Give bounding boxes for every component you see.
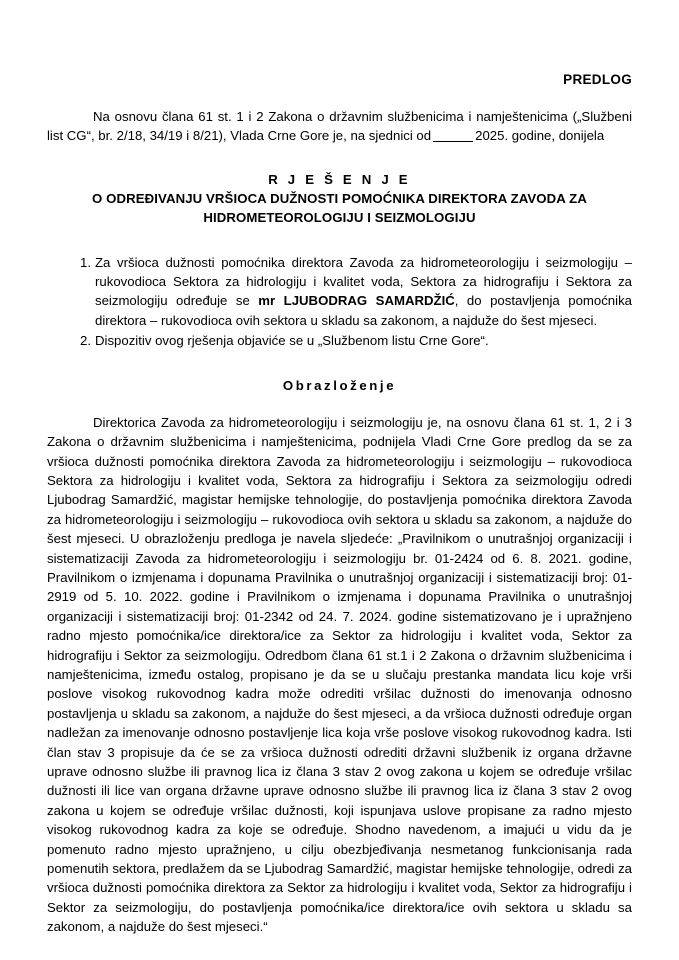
document-subtitle: O ODREĐIVANJU VRŠIOCA DUŽNOSTI POMOĆNIKA DIREKTORA ZAVODA ZA HIDROMETEOROLOGIJU I SEIZMOLOGIJU [92,190,587,225]
intro-text-part-2: 2025. godine, donijela [475,128,605,144]
list-item [47,253,632,331]
title-block [47,170,632,227]
item-text-tail: , do postavljenja pomoćnika direktora – rukovodioca ovih sektora u skladu sa zakonom, a najduže do šest mjeseci. [95,293,633,328]
explanation-heading: Obrazloženje [282,377,397,393]
intro-text-part-1: Na osnovu člana 61 st. 1 i 2 Zakona o državnim službenicima i namještenicima („Službeni list CG“, br. 2/18, 34/19 i 8/21), Vlada Crne Gore je, na sjednici od [47,108,632,144]
explanation-paragraph: Direktorica Zavoda za hidrometeorologiju i seizmologiju je, na osnovu člana 61 st. 1, 2 i 3 Zakona o državnim službenicima i namještenicima, podnijela Vladi Crne Gore predlog da se za vršioca dužnosti pomoćnika direktora Zavoda za hidrometeorologiju i seizmologiju – rukovodioca Sektora za hidrologiju i kvalitet voda, Sektora za hidrografiju i Sektora za seizmologiju odredi Ljubodrag Samardžić, magistar hemijske tehnologije, do postavljenja pomoćnika direktora Zavoda za hidrometeorologiju i seizmologiju – rukovodioca ovih sektora u skladu sa zakonom, a najduže do šest mjeseci. U obrazloženju predloga je navela sljedeće: „Pravilnikom o unutrašnjoj organizaciji i sistematizaciji Zavoda za hidrometeorologiju i seizmologiju br. 01-2424 od 6. 8. 2021. godine, Pravilnikom o izmjenama i dopunama Pravilnika o unutrašnjoj organizaciji i sistematizaciji broj: 01-2919 od 5. 10. 2022. godine i Pravilnikom o izmjenama i dopunama Pravilnika o unutrašnjoj organizaciji i sistematizaciji broj: 01-2342 od 24. 7. 2024. godine sistematizovano je i upražnjeno radno mjesto pomoćnika/ice direktora/ice za Sektor za hidrologiju i kvalitet voda, Sektor za hidrografiju i Sektor za seizmologiju. Odredbom člana 61 st.1 i 2 Zakona o državnim službenicima i namještenicima, između ostalog, propisano je da se u slučaju prestanka mandata licu koje vrši poslove visokog rukovodnog kadra može odrediti vršilac dužnosti do imenovanja odnosno postavljenja u skladu sa zakonom, a najduže do šest mjeseci, a da vršioca dužnosti određuje organ nadležan za imenovanje odnosno postavljenje lica koja vrše poslove visokog rukovodnog kadra. Isti član stav 3 propisuje da će se za vršioca dužnosti odrediti državni službenik iz organa državne uprave odnosno službe ili pravnog lica iz člana 3 stav 2 ovog zakona u kojem se određuje vršilac dužnosti ili lice van organa državne uprave odnosno službe ili pravnog lica iz člana 3 stav 2 ovog zakona u kojem se određuje vršilac dužnosti, koji ispunjava uslove propisane za radno mjesto visokog rukovodnog kadra za koje se određuje. Shodno navedenom, a imajući u vidu da je pomenuto radno mjesto upražnjeno, u cilju obezbjeđivanja nesmetanog funkcionisanja rada pomenutih sektora, predlažem da se Ljubodrag Samardžić, magistar hemijske tehnologije, odredi za vršioca dužnosti pomoćnika direktora za Sektor za hidrologiju i kvalitet voda, Sektor za hidrografiju i Sektor za seizmologiju, do postavljenja pomoćnika/ice direktora/ice ovih sektora u skladu sa zakonom, a najduže do šest mjeseci.“ [47,414,632,935]
document-title: R J E Š E N J E [268,171,411,187]
date-blank-field[interactable] [433,141,473,142]
item-text-lead: Za vršioca dužnosti pomoćnika direktora Zavoda za hidrometeorologiju i seizmologiju – rukovodioca Sektora za hidrologiju i kvalitet voda, Sektora za hidrografiju i Sektora za seizmologiju određuje se [95,254,632,309]
decision-items-list [47,253,632,351]
document-content [47,0,632,950]
appointee-name: mr LJUBODRAG SAMARDŽIĆ [258,293,455,309]
intro-paragraph [47,107,632,146]
list-item [47,331,632,350]
item-text-lead: Dispozitiv ovog rješenja objaviće se u „Službenom listu Crne Gore“. [95,333,489,349]
document-kicker: PREDLOG [563,72,632,87]
